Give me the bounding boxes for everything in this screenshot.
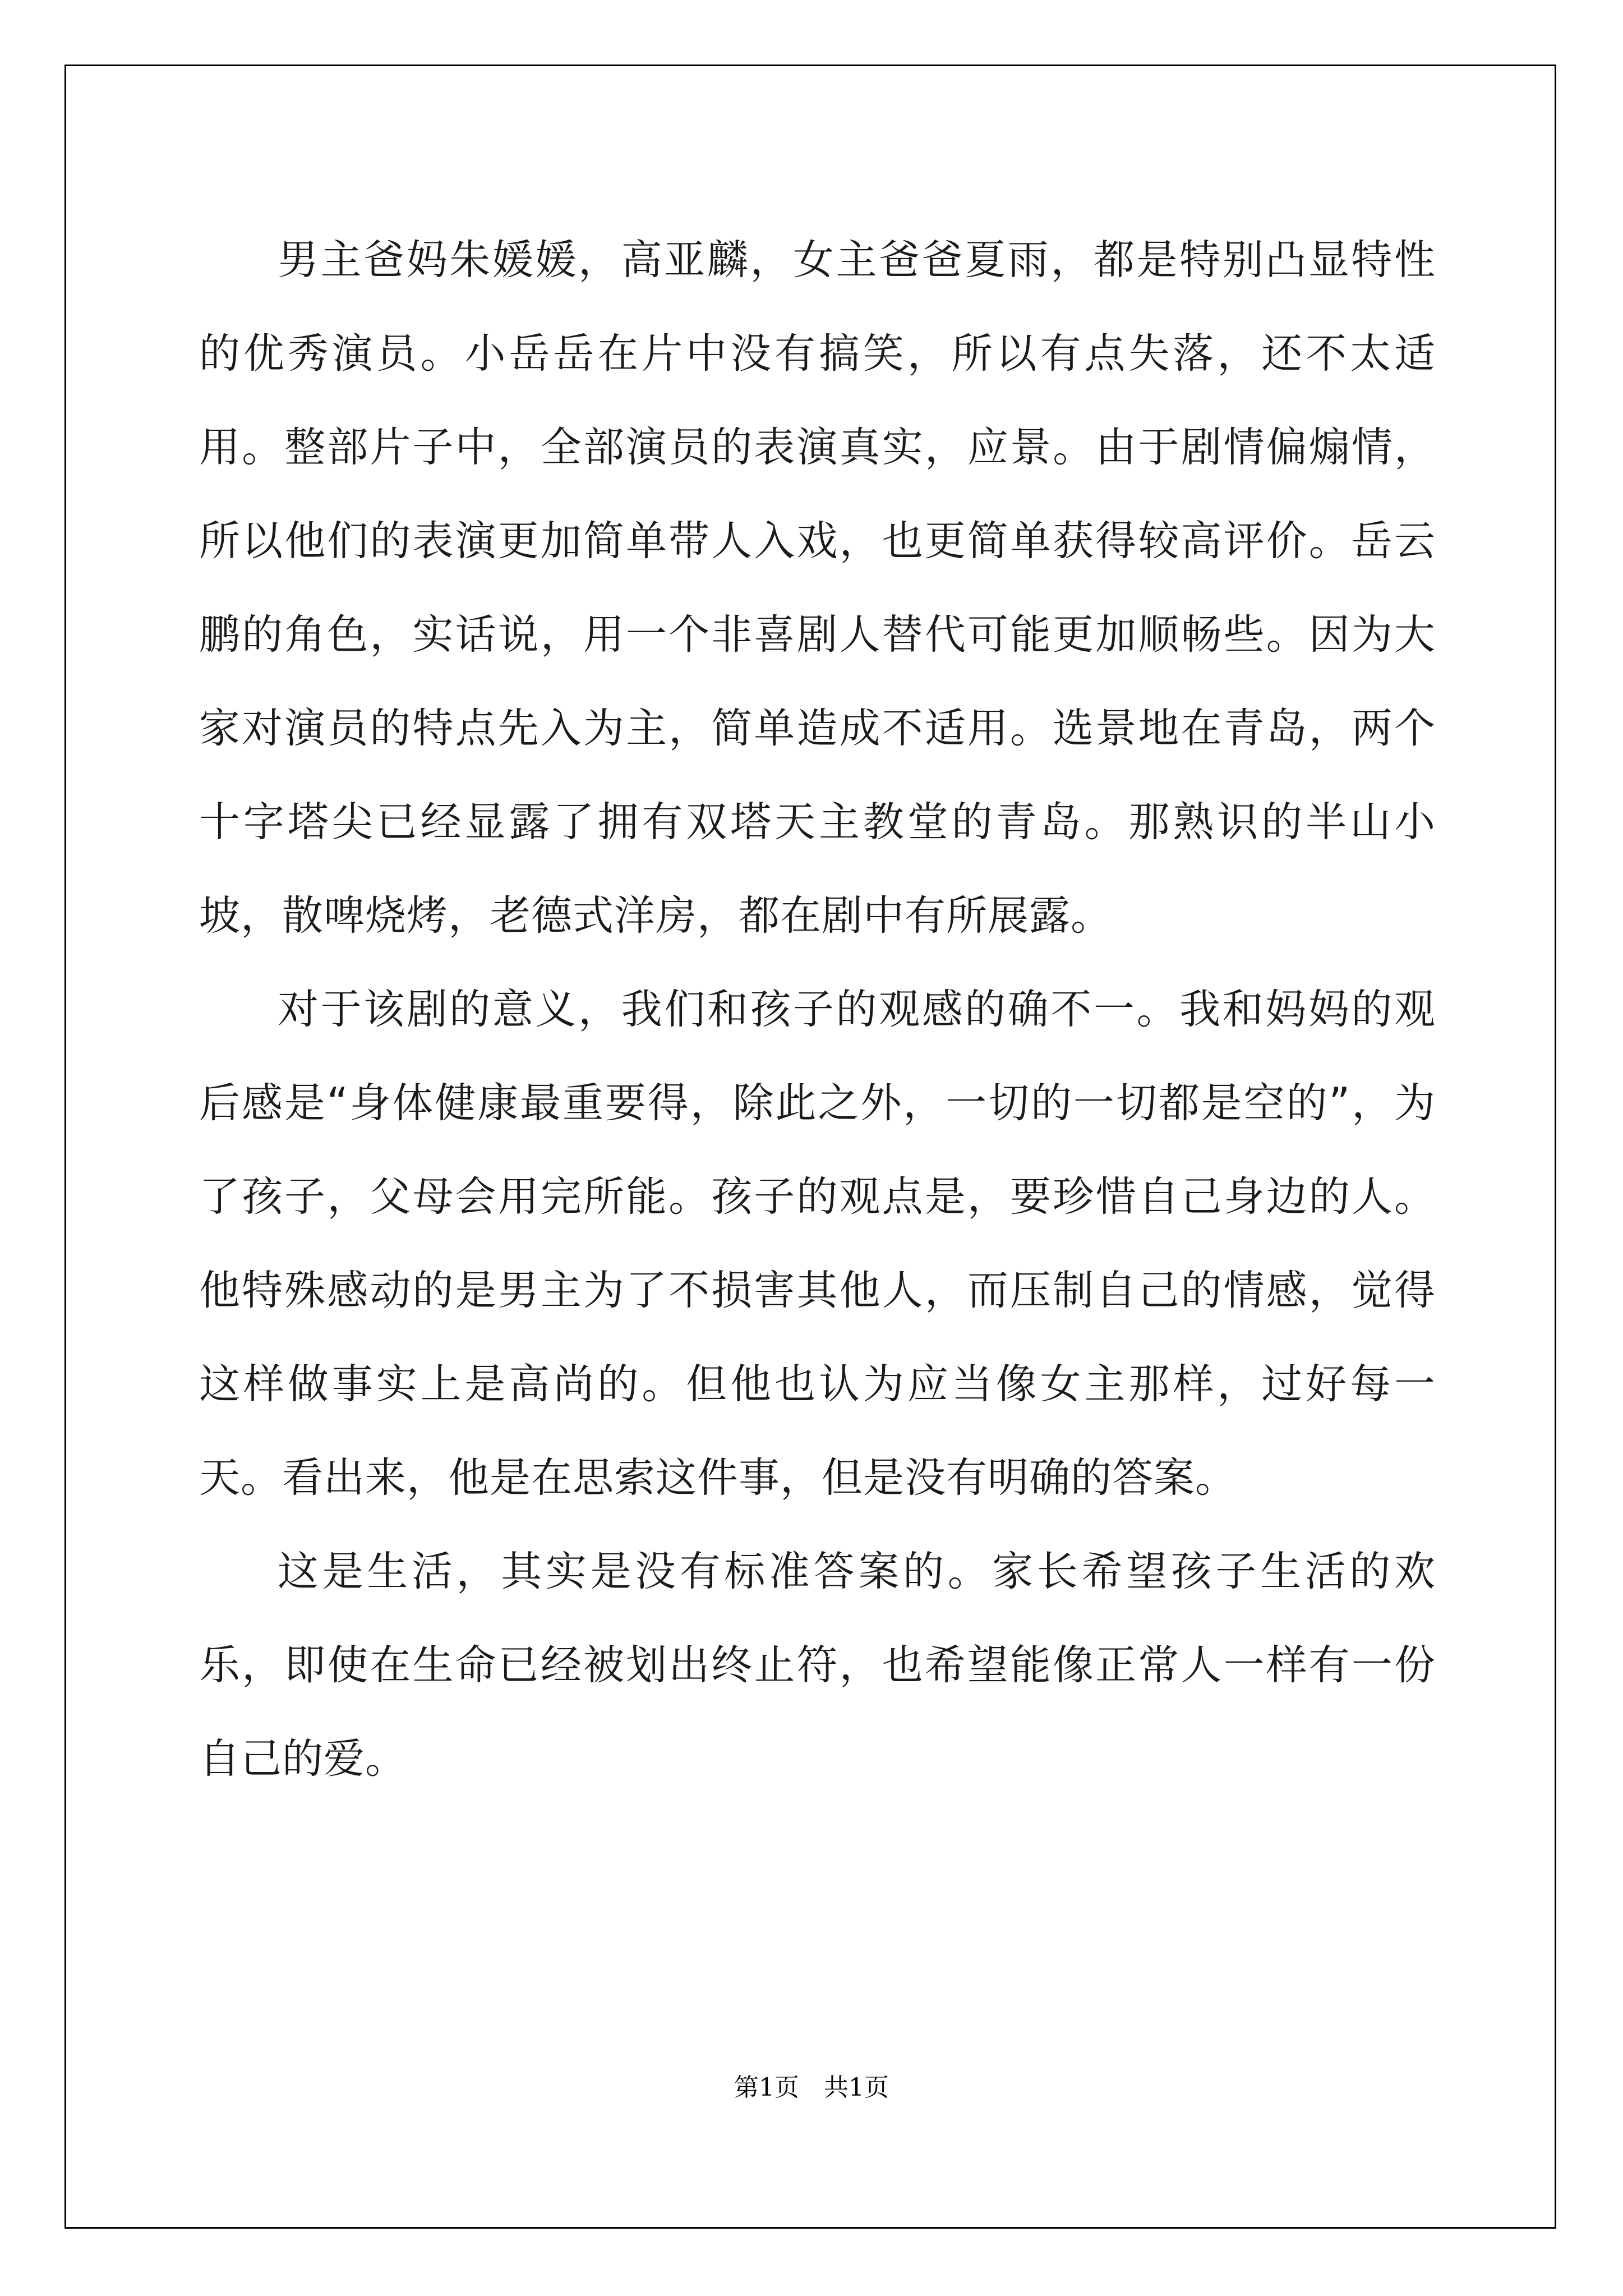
paragraph-2: 对于该剧的意义，我们和孩子的观感的确不一。我和妈妈的观后感是“身体健康最重要得，除此之外，一切的一切都是空的”，为了孩子，父母会用完所能。孩子的观点是，要珍惜自己身边的人。他特殊感动的是男主为了不损害其他人，而压制自己的情感，觉得这样做事实上是高尚的。但他也认为应当像女主那样，过好每一天。看出来，他是在思索这件事，但是没有明确的答案。 — [199, 986, 1436, 1502]
document-body — [199, 213, 1436, 1806]
page-number: 第1页 — [734, 2073, 799, 2102]
paragraph-1: 男主爸妈朱媛媛，高亚麟，女主爸爸夏雨，都是特别凸显特性的优秀演员。小岳岳在片中没有搞笑，所以有点失落，还不太适用。整部片子中，全部演员的表演真实，应景。由于剧情偏煽情，所以他们的表演更加简单带人入戏，也更简单获得较高评价。岳云鹏的角色，实话说，用一个非喜剧人替代可能更加顺畅些。因为大家对演员的特点先入为主，简单造成不适用。选景地在青岛，两个十字塔尖已经显露了拥有双塔天主教堂的青岛。那熟识的半山小坡，散啤烧烤，老德式洋房，都在剧中有所展露。 — [199, 236, 1436, 940]
page-total: 共1页 — [824, 2073, 889, 2102]
paragraph-3: 这是生活，其实是没有标准答案的。家长希望孩子生活的欢乐，即使在生命已经被划出终止符，也希望能像正常人一样有一份自己的爱。 — [199, 1548, 1436, 1783]
page-footer — [0, 2067, 1623, 2103]
